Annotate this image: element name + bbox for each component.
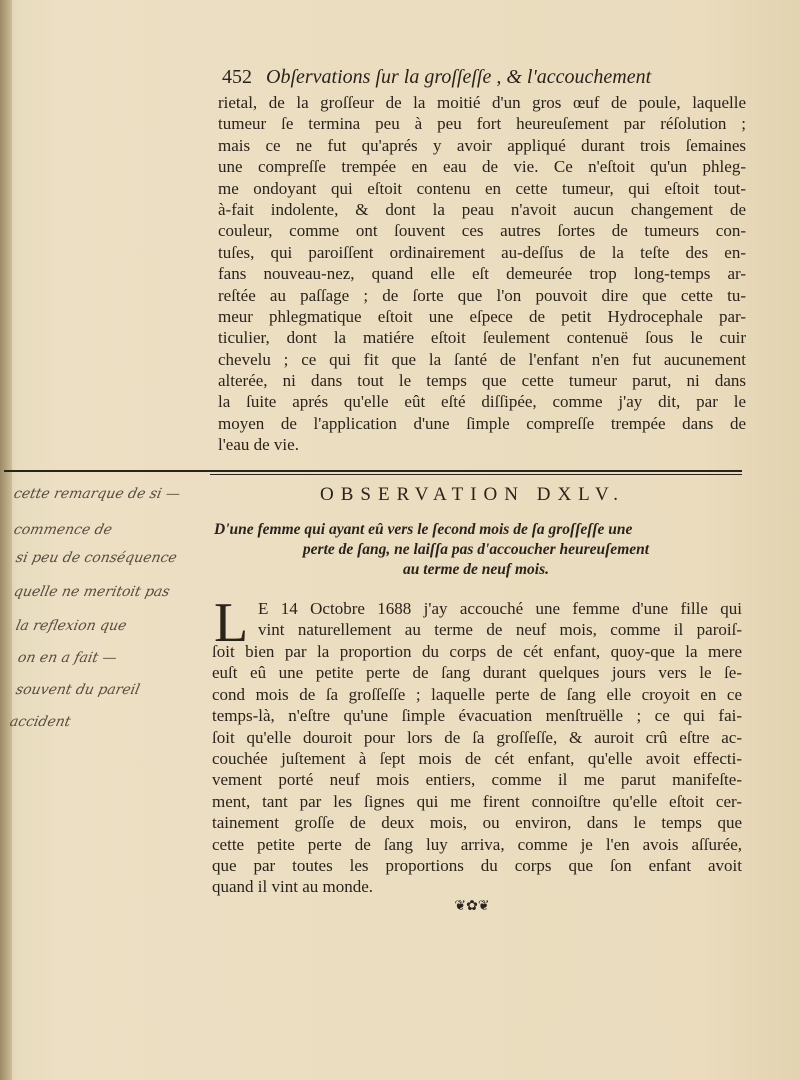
drop-cap: L xyxy=(214,592,249,654)
text-line: cette petite perte de ſang luy arriva, comme je l'en avois aſſurée, xyxy=(212,834,742,854)
page-number: 452 xyxy=(222,66,252,88)
text-line: couchée juſtement à ſept mois de cét enfant, qu'elle avoit effecti- xyxy=(212,748,742,768)
text-line: me ondoyant qui eſtoit contenu en cette tumeur, qui eſtoit tout- xyxy=(218,178,746,198)
text-line: chevelu ; ce qui fit que la ſanté de l'enfant n'en fut aucunement xyxy=(218,349,746,369)
text-line: mais ce ne fut qu'aprés y avoir appliqué durant trois ſemaines xyxy=(218,135,746,155)
observation-summary xyxy=(210,520,742,580)
running-head xyxy=(222,66,742,92)
text-line: tumeur ſe termina peu à peu fort heureuſement par réſolution ; xyxy=(218,114,746,134)
observation-text xyxy=(212,641,742,898)
text-line: la ſuite aprés qu'elle eût eſté diſſipée, comme j'ay dit, par le xyxy=(218,392,746,412)
text-line: meur phlegmatique eſtoit une eſpece de petit Hydrocephale par- xyxy=(218,306,746,326)
text-line: que par toutes les proportions du corps que ſon enfant avoit xyxy=(212,855,742,875)
handwritten-note: la reflexion que xyxy=(14,618,129,634)
observation-heading: OBSERVATION DXLV. xyxy=(320,484,626,505)
summary-line: au terme de neuf mois. xyxy=(403,561,549,578)
text-line: temps-là, n'eſtre qu'une ſimple évacuation menſtruëlle ; ce qui fai- xyxy=(212,706,742,726)
text-line: ment, tant par les ſignes qui me firent connoiſtre qu'elle eſtoit cer- xyxy=(212,791,742,811)
text-line: tuſes, qui paroiſſent ordinairement au-deſſus de la teſte des en- xyxy=(218,242,746,262)
section-rule xyxy=(4,470,742,472)
text-line: ticulier, dont la matiére eſtoit ſeulement contenuë ſous le cuir xyxy=(218,328,746,348)
summary-line: D'une femme qui ayant eû vers le ſecond mois de ſa groſſeſſe une xyxy=(214,521,633,538)
text-line: cond mois de ſa groſſeſſe ; laquelle perte de ſang elle croyoit en ce xyxy=(212,684,742,704)
page-gutter xyxy=(0,0,12,1080)
text-line: vement porté neuf mois entiers, comme il me parut manifeſte- xyxy=(212,770,742,790)
observation-text-indented xyxy=(258,598,742,641)
upper-paragraph xyxy=(218,92,746,456)
text-line: l'eau de vie. xyxy=(218,435,299,455)
text-line: alterée, ni dans tout le temps que cette tumeur parut, ni dans xyxy=(218,371,746,391)
text-line: vint naturellement au terme de neuf mois, comme il paroiſ- xyxy=(258,620,742,640)
text-line: quand il vint au monde. xyxy=(212,877,374,897)
handwritten-note: on en a fait — xyxy=(16,650,119,666)
text-line: tainement groſſe de deux mois, ou environ, dans le temps que xyxy=(212,813,742,833)
text-line: reſtée au paſſage ; de ſorte que l'on pouvoit dire que cette tu- xyxy=(218,285,746,305)
text-line: couleur, comme ont ſouvent ces autres ſortes de tumeurs con- xyxy=(218,221,746,241)
text-line: à-fait indolente, & dont la peau n'avoit aucun changement de xyxy=(218,199,746,219)
handwritten-note: accident xyxy=(8,714,73,730)
text-line: rietal, de la groſſeur de la moitié d'un gros œuf de poule, laquelle xyxy=(218,93,746,112)
text-line: fans nouveau-nez, quand elle eſt demeurée trop long-temps ar- xyxy=(218,264,746,284)
text-line: ſoit bien par la proportion du corps de cét enfant, quoy-que la mere xyxy=(212,642,742,661)
summary-line: perte de ſang, ne laiſſa pas d'accoucher heureuſement xyxy=(302,541,650,558)
handwritten-note: cette remarque de si — xyxy=(12,486,182,502)
running-title: Obſervations ſur la groſſeſſe , & l'accouchement xyxy=(266,66,652,88)
handwritten-note: quelle ne meritoit pas xyxy=(12,584,172,600)
text-line: moyen de l'application d'une ſimple compreſſe trempée dans de xyxy=(218,413,746,433)
text-line: E 14 Octobre 1688 j'ay accouché une femme d'une fille qui xyxy=(258,599,742,618)
section-rule-thin xyxy=(210,474,742,475)
end-ornament-icon: ❦✿❦ xyxy=(454,898,490,914)
text-line: ſoit qu'elle douroit pour lors de ſa groſſeſſe, & auroit crû eſtre ac- xyxy=(212,727,742,747)
handwritten-note: commence de xyxy=(12,522,114,538)
handwritten-note: souvent du pareil xyxy=(14,682,142,698)
text-line: une compreſſe trempée en eau de vie. Ce n'eſtoit qu'un phleg- xyxy=(218,157,746,177)
text-line: euſt eû une petite perte de ſang durant quelques jours vers le ſe- xyxy=(212,663,742,683)
handwritten-note: si peu de conséquence xyxy=(14,550,179,566)
